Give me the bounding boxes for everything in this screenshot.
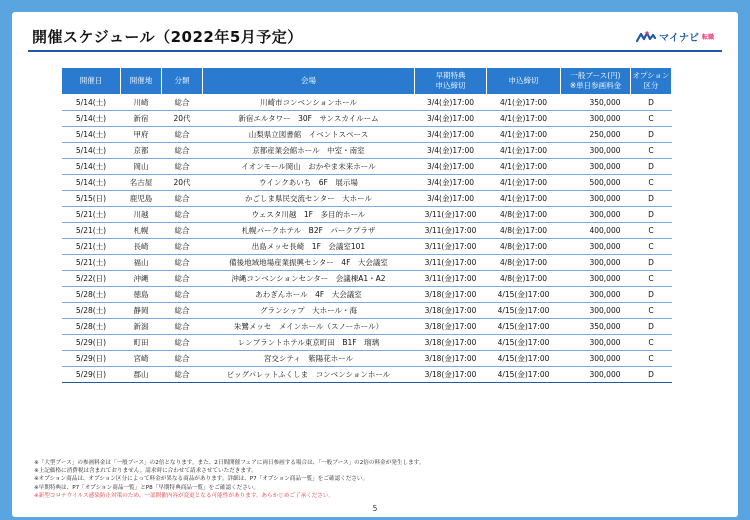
price-cell: 250,000	[561, 127, 631, 143]
deadline-cell: 4/15(金)17:00	[487, 303, 561, 319]
date-cell: 5/29(日)	[62, 335, 121, 351]
schedule-table	[61, 67, 672, 383]
table-row	[62, 111, 672, 127]
price-cell: 300,000	[561, 111, 631, 127]
table-row	[62, 159, 672, 175]
option-cell: D	[631, 287, 672, 303]
table-row	[62, 175, 672, 191]
brand-logo	[636, 29, 714, 44]
category-cell: 総合	[162, 287, 203, 303]
price-cell: 300,000	[561, 351, 631, 367]
table-row	[62, 95, 672, 111]
deadline-cell: 4/15(金)17:00	[487, 335, 561, 351]
location-cell: 札幌	[121, 223, 162, 239]
mynavi-logo-icon	[636, 30, 656, 44]
deadline-cell: 4/1(金)17:00	[487, 159, 561, 175]
location-cell: 新宿	[121, 111, 162, 127]
column-header	[487, 68, 561, 95]
column-header-label: 開催日	[79, 76, 103, 85]
column-header	[415, 68, 487, 95]
category-cell: 総合	[162, 159, 203, 175]
venue-cell: 川崎市コンベンションホール	[203, 95, 415, 111]
location-cell: 川崎	[121, 95, 162, 111]
deadline-cell: 4/15(金)17:00	[487, 367, 561, 383]
early-deadline-cell: 3/18(金)17:00	[415, 367, 487, 383]
venue-cell: 札幌パークホテル B2F パークプラザ	[203, 223, 415, 239]
footnote: ※オプション商品は、オプション区分によって料金が異なる商品があります。詳細は、P7「オプション商品一覧」をご確認ください。	[34, 476, 369, 483]
column-header	[631, 68, 672, 95]
category-cell: 総合	[162, 335, 203, 351]
option-cell: C	[631, 351, 672, 367]
table-row	[62, 287, 672, 303]
date-cell: 5/15(日)	[62, 191, 121, 207]
category-cell: 総合	[162, 367, 203, 383]
venue-cell: 出島メッセ長崎 1F 会議室101	[203, 239, 415, 255]
price-cell: 300,000	[561, 335, 631, 351]
table-row	[62, 143, 672, 159]
location-cell: 名古屋	[121, 175, 162, 191]
venue-cell: イオンモール岡山 おかやま未来ホール	[203, 159, 415, 175]
price-cell: 300,000	[561, 287, 631, 303]
venue-cell: あわぎんホール 4F 大会議室	[203, 287, 415, 303]
venue-cell: 朱鷺メッセ メインホール（スノーホール）	[203, 319, 415, 335]
footnote-warning: ※新型コロナウイルス感染防止対策のため、一部開催内容が変更となる可能性があります。あらかじめご了承ください。	[34, 492, 335, 499]
date-cell: 5/14(土)	[62, 159, 121, 175]
table-row	[62, 303, 672, 319]
date-cell: 5/28(土)	[62, 303, 121, 319]
early-deadline-cell: 3/11(金)17:00	[415, 271, 487, 287]
location-cell: 徳島	[121, 287, 162, 303]
price-cell: 350,000	[561, 95, 631, 111]
location-cell: 鹿児島	[121, 191, 162, 207]
table-header-row	[62, 68, 672, 95]
category-cell: 総合	[162, 303, 203, 319]
early-deadline-cell: 3/4(金)17:00	[415, 111, 487, 127]
deadline-cell: 4/15(金)17:00	[487, 351, 561, 367]
option-cell: C	[631, 223, 672, 239]
table-row	[62, 127, 672, 143]
early-deadline-cell: 3/11(金)17:00	[415, 207, 487, 223]
early-deadline-cell: 3/18(金)17:00	[415, 303, 487, 319]
venue-cell: 備後地域地場産業振興センター 4F 大会議室	[203, 255, 415, 271]
column-header-sublabel: 区分	[643, 81, 659, 90]
deadline-cell: 4/15(金)17:00	[487, 319, 561, 335]
slide-page	[12, 12, 738, 517]
date-cell: 5/21(土)	[62, 239, 121, 255]
date-cell: 5/14(土)	[62, 175, 121, 191]
option-cell: D	[631, 207, 672, 223]
table-row	[62, 271, 672, 287]
price-cell: 300,000	[561, 159, 631, 175]
date-cell: 5/21(土)	[62, 223, 121, 239]
location-cell: 京都	[121, 143, 162, 159]
early-deadline-cell: 3/18(金)17:00	[415, 287, 487, 303]
location-cell: 岡山	[121, 159, 162, 175]
category-cell: 総合	[162, 239, 203, 255]
option-cell: C	[631, 111, 672, 127]
table-row	[62, 351, 672, 367]
deadline-cell: 4/8(金)17:00	[487, 239, 561, 255]
column-header	[162, 68, 203, 95]
date-cell: 5/28(土)	[62, 287, 121, 303]
location-cell: 郡山	[121, 367, 162, 383]
category-cell: 総合	[162, 271, 203, 287]
column-header	[203, 68, 415, 95]
option-cell: D	[631, 191, 672, 207]
price-cell: 400,000	[561, 223, 631, 239]
column-header-label: 分類	[174, 76, 190, 85]
location-cell: 川越	[121, 207, 162, 223]
option-cell: D	[631, 367, 672, 383]
category-cell: 総合	[162, 351, 203, 367]
early-deadline-cell: 3/4(金)17:00	[415, 175, 487, 191]
venue-cell: 新宿エルタワー 30F サンスカイルーム	[203, 111, 415, 127]
deadline-cell: 4/8(金)17:00	[487, 271, 561, 287]
category-cell: 総合	[162, 143, 203, 159]
table-row	[62, 367, 672, 383]
price-cell: 300,000	[561, 303, 631, 319]
deadline-cell: 4/1(金)17:00	[487, 111, 561, 127]
early-deadline-cell: 3/4(金)17:00	[415, 95, 487, 111]
category-cell: 総合	[162, 127, 203, 143]
table-row	[62, 207, 672, 223]
venue-cell: ウェスタ川越 1F 多目的ホール	[203, 207, 415, 223]
early-deadline-cell: 3/11(金)17:00	[415, 239, 487, 255]
table-row	[62, 255, 672, 271]
location-cell: 福山	[121, 255, 162, 271]
venue-cell: ウインクあいち 6F 展示場	[203, 175, 415, 191]
option-cell: C	[631, 271, 672, 287]
date-cell: 5/29(日)	[62, 367, 121, 383]
column-header-label: オプション	[632, 71, 670, 80]
price-cell: 500,000	[561, 175, 631, 191]
column-header	[62, 68, 121, 95]
price-cell: 300,000	[561, 367, 631, 383]
category-cell: 総合	[162, 95, 203, 111]
early-deadline-cell: 3/18(金)17:00	[415, 335, 487, 351]
deadline-cell: 4/1(金)17:00	[487, 175, 561, 191]
location-cell: 町田	[121, 335, 162, 351]
footnote: ※上記価格に消費税は含まれておりません。請求時に合わせて請求させていただきます。	[34, 468, 257, 475]
early-deadline-cell: 3/18(金)17:00	[415, 351, 487, 367]
footnote: ※早期特典は、P7「オプション商品一覧」とP8「早期特典商品一覧」をご確認ください。	[34, 484, 260, 491]
option-cell: C	[631, 175, 672, 191]
column-header	[121, 68, 162, 95]
footnotes	[34, 459, 424, 500]
column-header-label: 会場	[301, 76, 316, 85]
date-cell: 5/21(土)	[62, 207, 121, 223]
venue-cell: レンブラントホテル東京町田 B1F 瑠璃	[203, 335, 415, 351]
price-cell: 300,000	[561, 255, 631, 271]
option-cell: C	[631, 239, 672, 255]
category-cell: 20代	[162, 111, 203, 127]
deadline-cell: 4/8(金)17:00	[487, 255, 561, 271]
date-cell: 5/21(土)	[62, 255, 121, 271]
venue-cell: かごしま県民交流センター 大ホール	[203, 191, 415, 207]
price-cell: 300,000	[561, 191, 631, 207]
column-header-label: 早期特典	[435, 71, 466, 80]
venue-cell: ビッグパレットふくしま コンベンションホール	[203, 367, 415, 383]
option-cell: D	[631, 159, 672, 175]
title-divider	[28, 50, 722, 52]
deadline-cell: 4/8(金)17:00	[487, 223, 561, 239]
early-deadline-cell: 3/4(金)17:00	[415, 143, 487, 159]
table-row	[62, 319, 672, 335]
location-cell: 宮崎	[121, 351, 162, 367]
column-header	[561, 68, 631, 95]
location-cell: 静岡	[121, 303, 162, 319]
column-header-sublabel: 申込締切	[435, 81, 466, 90]
category-cell: 総合	[162, 319, 203, 335]
date-cell: 5/14(土)	[62, 127, 121, 143]
price-cell: 300,000	[561, 143, 631, 159]
category-cell: 20代	[162, 175, 203, 191]
date-cell: 5/29(日)	[62, 351, 121, 367]
venue-cell: 山梨県立図書館 イベントスペース	[203, 127, 415, 143]
location-cell: 新潟	[121, 319, 162, 335]
logo-text: マイナビ	[659, 33, 699, 44]
deadline-cell: 4/15(金)17:00	[487, 287, 561, 303]
venue-cell: 京都産業会館ホール 中室・南室	[203, 143, 415, 159]
page-number: 5	[372, 504, 378, 513]
table-row	[62, 191, 672, 207]
option-cell: D	[631, 95, 672, 111]
deadline-cell: 4/1(金)17:00	[487, 127, 561, 143]
venue-cell: 宮交シティ 紫陽花ホール	[203, 351, 415, 367]
option-cell: D	[631, 255, 672, 271]
early-deadline-cell: 3/4(金)17:00	[415, 127, 487, 143]
category-cell: 総合	[162, 223, 203, 239]
early-deadline-cell: 3/4(金)17:00	[415, 191, 487, 207]
deadline-cell: 4/1(金)17:00	[487, 95, 561, 111]
early-deadline-cell: 3/18(金)17:00	[415, 319, 487, 335]
early-deadline-cell: 3/11(金)17:00	[415, 255, 487, 271]
column-header-label: 開催地	[129, 76, 153, 85]
column-header-label: 一般ブース(円)	[570, 71, 621, 80]
early-deadline-cell: 3/11(金)17:00	[415, 223, 487, 239]
location-cell: 沖縄	[121, 271, 162, 287]
option-cell: C	[631, 335, 672, 351]
page-title: 開催スケジュール（2022年5月予定）	[32, 28, 303, 46]
column-header-label: 申込締切	[508, 76, 539, 85]
deadline-cell: 4/1(金)17:00	[487, 143, 561, 159]
option-cell: C	[631, 303, 672, 319]
price-cell: 300,000	[561, 207, 631, 223]
table-row	[62, 239, 672, 255]
category-cell: 総合	[162, 255, 203, 271]
price-cell: 300,000	[561, 271, 631, 287]
date-cell: 5/22(日)	[62, 271, 121, 287]
option-cell: C	[631, 143, 672, 159]
date-cell: 5/14(土)	[62, 111, 121, 127]
venue-cell: グランシップ 大ホール・海	[203, 303, 415, 319]
category-cell: 総合	[162, 207, 203, 223]
table-body	[62, 95, 672, 383]
category-cell: 総合	[162, 191, 203, 207]
table-row	[62, 335, 672, 351]
option-cell: D	[631, 319, 672, 335]
price-cell: 350,000	[561, 319, 631, 335]
price-cell: 300,000	[561, 239, 631, 255]
footnote: ※「大型ブース」の参画料金は「一般ブース」の2倍となります。また、2日間開催フェアに両日参画する場合は、「一般ブース」の2倍の料金が発生します。	[34, 460, 425, 466]
column-header-sublabel: ※単日参画料金	[569, 81, 622, 90]
logo-subtext: 転職	[701, 34, 714, 41]
location-cell: 甲府	[121, 127, 162, 143]
deadline-cell: 4/1(金)17:00	[487, 191, 561, 207]
date-cell: 5/14(土)	[62, 95, 121, 111]
early-deadline-cell: 3/4(金)17:00	[415, 159, 487, 175]
deadline-cell: 4/8(金)17:00	[487, 207, 561, 223]
venue-cell: 沖縄コンベンションセンター 会議棟A1・A2	[203, 271, 415, 287]
option-cell: D	[631, 127, 672, 143]
date-cell: 5/14(土)	[62, 143, 121, 159]
table-row	[62, 223, 672, 239]
date-cell: 5/28(土)	[62, 319, 121, 335]
location-cell: 長崎	[121, 239, 162, 255]
